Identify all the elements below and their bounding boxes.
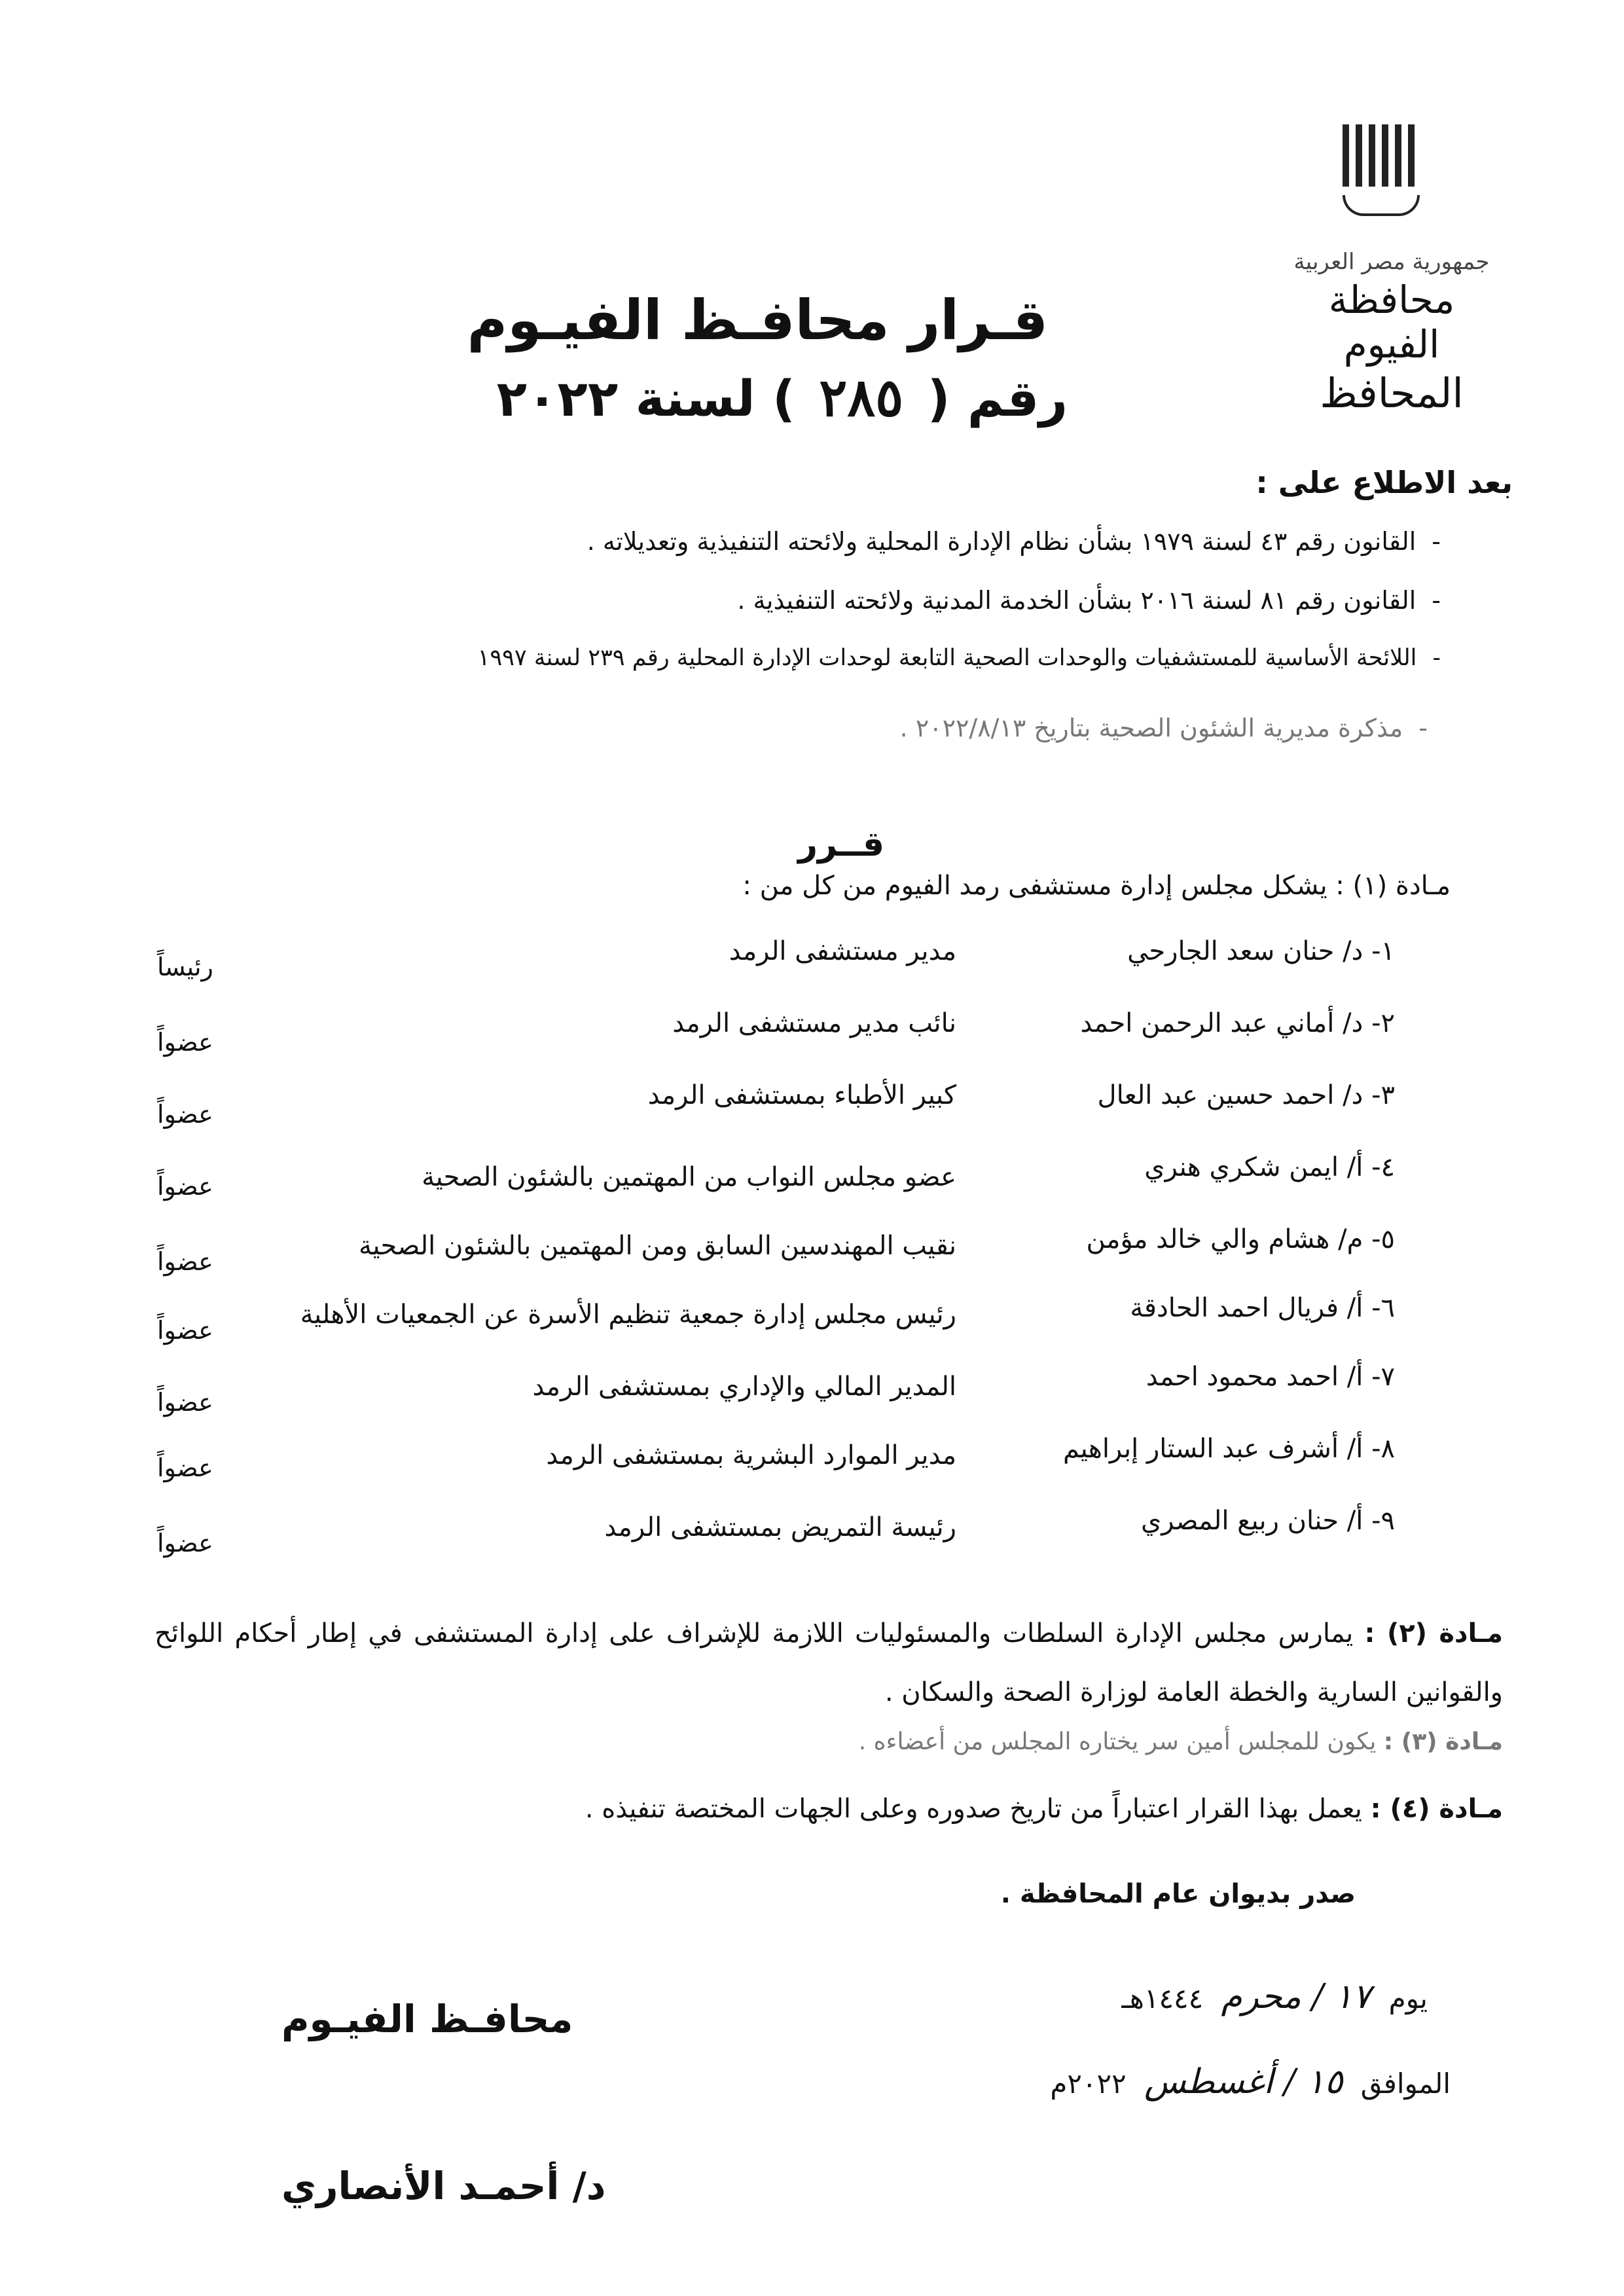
- article-text: يمارس مجلس الإدارة السلطات والمسئوليات اللازمة للإشراف على إدارة المستشفى في إطار أحكام اللوائح والقوانين السارية والخطة العامة لوزارة الصحة والسكان .: [154, 1618, 1503, 1707]
- hijri-handwritten-day: ١٧ / محرم: [1221, 1977, 1371, 2016]
- after-review-heading: بعد الاطلاع على :: [1255, 465, 1513, 500]
- member-name-text: د/ أماني عبد الرحمن احمد: [1080, 1008, 1363, 1038]
- member-role: عضواً: [157, 1316, 213, 1345]
- reference-item: [478, 645, 1441, 671]
- reference-item: [737, 586, 1441, 615]
- member-role: عضواً: [157, 1100, 213, 1129]
- reference-item: [900, 714, 1428, 742]
- gregorian-handwritten-day: ١٥ / أغسطس: [1144, 2062, 1343, 2102]
- member-title: رئيسة التمريض بمستشفى الرمد: [604, 1512, 956, 1542]
- member-number: ٨-: [1371, 1434, 1395, 1464]
- article-label: مـادة (٤) :: [1370, 1794, 1503, 1824]
- member-name: [1144, 1152, 1395, 1182]
- article-text: يكون للمجلس أمين سر يختاره المجلس من أعضاءه .: [858, 1728, 1377, 1755]
- article-text: يعمل بهذا القرار اعتباراً من تاريخ صدوره وعلى الجهات المختصة تنفيذه .: [585, 1794, 1362, 1824]
- member-name-text: أ/ أشرف عبد الستار إبراهيم: [1063, 1434, 1363, 1464]
- member-role: عضواً: [157, 1028, 213, 1057]
- reference-dash: -: [1432, 527, 1441, 556]
- member-title: مدير الموارد البشرية بمستشفى الرمد: [546, 1440, 956, 1470]
- member-title: نقيب المهندسين السابق ومن المهتمين بالشئون الصحية: [358, 1231, 956, 1261]
- article-4: [585, 1794, 1503, 1824]
- reference-text: القانون رقم ٨١ لسنة ٢٠١٦ بشأن الخدمة المدنية ولائحته التنفيذية .: [737, 586, 1416, 615]
- decree-number-suffix: ) لسنة ٢٠٢٢: [496, 369, 795, 428]
- reference-text: القانون رقم ٤٣ لسنة ١٩٧٩ بشأن نظام الإدارة المحلية ولائحته التنفيذية وتعديلاته .: [586, 527, 1416, 556]
- decree-title: قـرار محافـظ الفيـوم: [467, 288, 1048, 352]
- member-role: عضواً: [157, 1529, 213, 1558]
- member-name: [1130, 1293, 1395, 1323]
- member-title: رئيس مجلس إدارة جمعية تنظيم الأسرة عن الجمعيات الأهلية: [300, 1300, 956, 1330]
- member-title: مدير مستشفى الرمد: [729, 936, 956, 966]
- emblem-base: [1343, 195, 1420, 216]
- member-name-text: د/ حنان سعد الجارحي: [1127, 936, 1363, 966]
- gregorian-date: [1050, 2062, 1451, 2102]
- member-title: نائب مدير مستشفى الرمد: [672, 1008, 956, 1038]
- member-name: [1141, 1506, 1395, 1536]
- article-label: مـادة (٣) :: [1383, 1728, 1503, 1755]
- hijri-date: [1121, 1977, 1428, 2016]
- emblem-stripe: [1356, 124, 1362, 187]
- member-number: ٢-: [1371, 1008, 1395, 1038]
- member-role: عضواً: [157, 1172, 213, 1201]
- member-role: عضواً: [157, 1388, 213, 1417]
- reference-dash: -: [1418, 714, 1428, 742]
- member-number: ٤-: [1371, 1152, 1395, 1182]
- member-role: عضواً: [157, 1453, 213, 1482]
- member-name-text: م/ هشام والي خالد مؤمن: [1086, 1224, 1363, 1254]
- reference-text: اللائحة الأساسية للمستشفيات والوحدات الصحية التابعة لوحدات الإدارة المحلية رقم ٢٣٩ لسنة ١٩٩٧: [477, 645, 1417, 671]
- member-number: ٣-: [1371, 1080, 1395, 1110]
- article-3: [859, 1728, 1503, 1755]
- gregorian-prefix: الموافق: [1360, 2068, 1451, 2100]
- letterhead-republic: جمهورية مصر العربية: [1293, 249, 1490, 275]
- gregorian-year: ٢٠٢٢م: [1050, 2068, 1127, 2100]
- member-role: رئيساً: [157, 953, 213, 981]
- member-name: [1087, 1224, 1396, 1254]
- letterhead-governor: المحافظ: [1320, 369, 1464, 417]
- member-name: [1080, 1008, 1395, 1038]
- letterhead-governorate: محافظة الفيوم: [1328, 278, 1455, 367]
- member-name-text: أ/ احمد محمود احمد: [1146, 1362, 1363, 1392]
- member-number: ٥-: [1371, 1224, 1395, 1254]
- emblem-stripe: [1395, 124, 1401, 187]
- reference-text: مذكرة مديرية الشئون الصحية بتاريخ ٢٠٢٢/٨/١٣ .: [899, 714, 1403, 742]
- signatory-name: د/ أحمـد الأنصاري: [281, 2164, 606, 2208]
- reference-dash: -: [1432, 645, 1441, 671]
- reference-dash: -: [1432, 586, 1441, 615]
- member-name-text: أ/ حنان ربيع المصري: [1140, 1506, 1363, 1536]
- emblem-stripe: [1369, 124, 1375, 187]
- emblem-stripe: [1408, 124, 1415, 187]
- article-2: [154, 1604, 1503, 1722]
- decided-heading: قــرر: [798, 825, 884, 864]
- reference-item: [587, 527, 1441, 556]
- member-name: [1098, 1080, 1395, 1110]
- member-name-text: أ/ فريال احمد الحادقة: [1130, 1293, 1363, 1323]
- signatory-title: محافـظ الفيـوم: [281, 1997, 573, 2041]
- member-number: ٦-: [1371, 1293, 1395, 1323]
- eagle-emblem-icon: [1329, 124, 1428, 216]
- member-title: المدير المالي والإداري بمستشفى الرمد: [532, 1372, 956, 1402]
- member-title: عضو مجلس النواب من المهتمين بالشئون الصحية: [422, 1162, 956, 1192]
- hijri-year: ١٤٤٤هـ: [1121, 1982, 1204, 2014]
- member-role: عضواً: [157, 1247, 213, 1276]
- decree-number: ٢٨٥: [819, 367, 904, 428]
- member-name-text: أ/ ايمن شكري هنري: [1144, 1152, 1363, 1182]
- hijri-prefix: يوم: [1388, 1982, 1428, 2014]
- member-name-text: د/ احمد حسين عبد العال: [1097, 1080, 1363, 1110]
- issued-statement: صدر بديوان عام المحافظة .: [1000, 1879, 1356, 1909]
- member-name: [1146, 1362, 1395, 1392]
- emblem-stripe: [1343, 124, 1349, 187]
- member-title: كبير الأطباء بمستشفى الرمد: [647, 1080, 956, 1110]
- decree-number-prefix: رقم (: [927, 369, 1068, 428]
- member-number: ١-: [1371, 936, 1395, 966]
- decree-number-line: [497, 367, 1068, 428]
- emblem-stripe: [1382, 124, 1388, 187]
- member-name: [1127, 936, 1395, 966]
- article-1: مـادة (١) : يشكل مجلس إدارة مستشفى رمد الفيوم من كل من :: [742, 871, 1451, 901]
- member-name: [1063, 1434, 1395, 1464]
- member-number: ٧-: [1371, 1362, 1395, 1392]
- letterhead: [1293, 249, 1490, 417]
- article-label: مـادة (٢) :: [1364, 1618, 1504, 1649]
- member-number: ٩-: [1371, 1506, 1395, 1536]
